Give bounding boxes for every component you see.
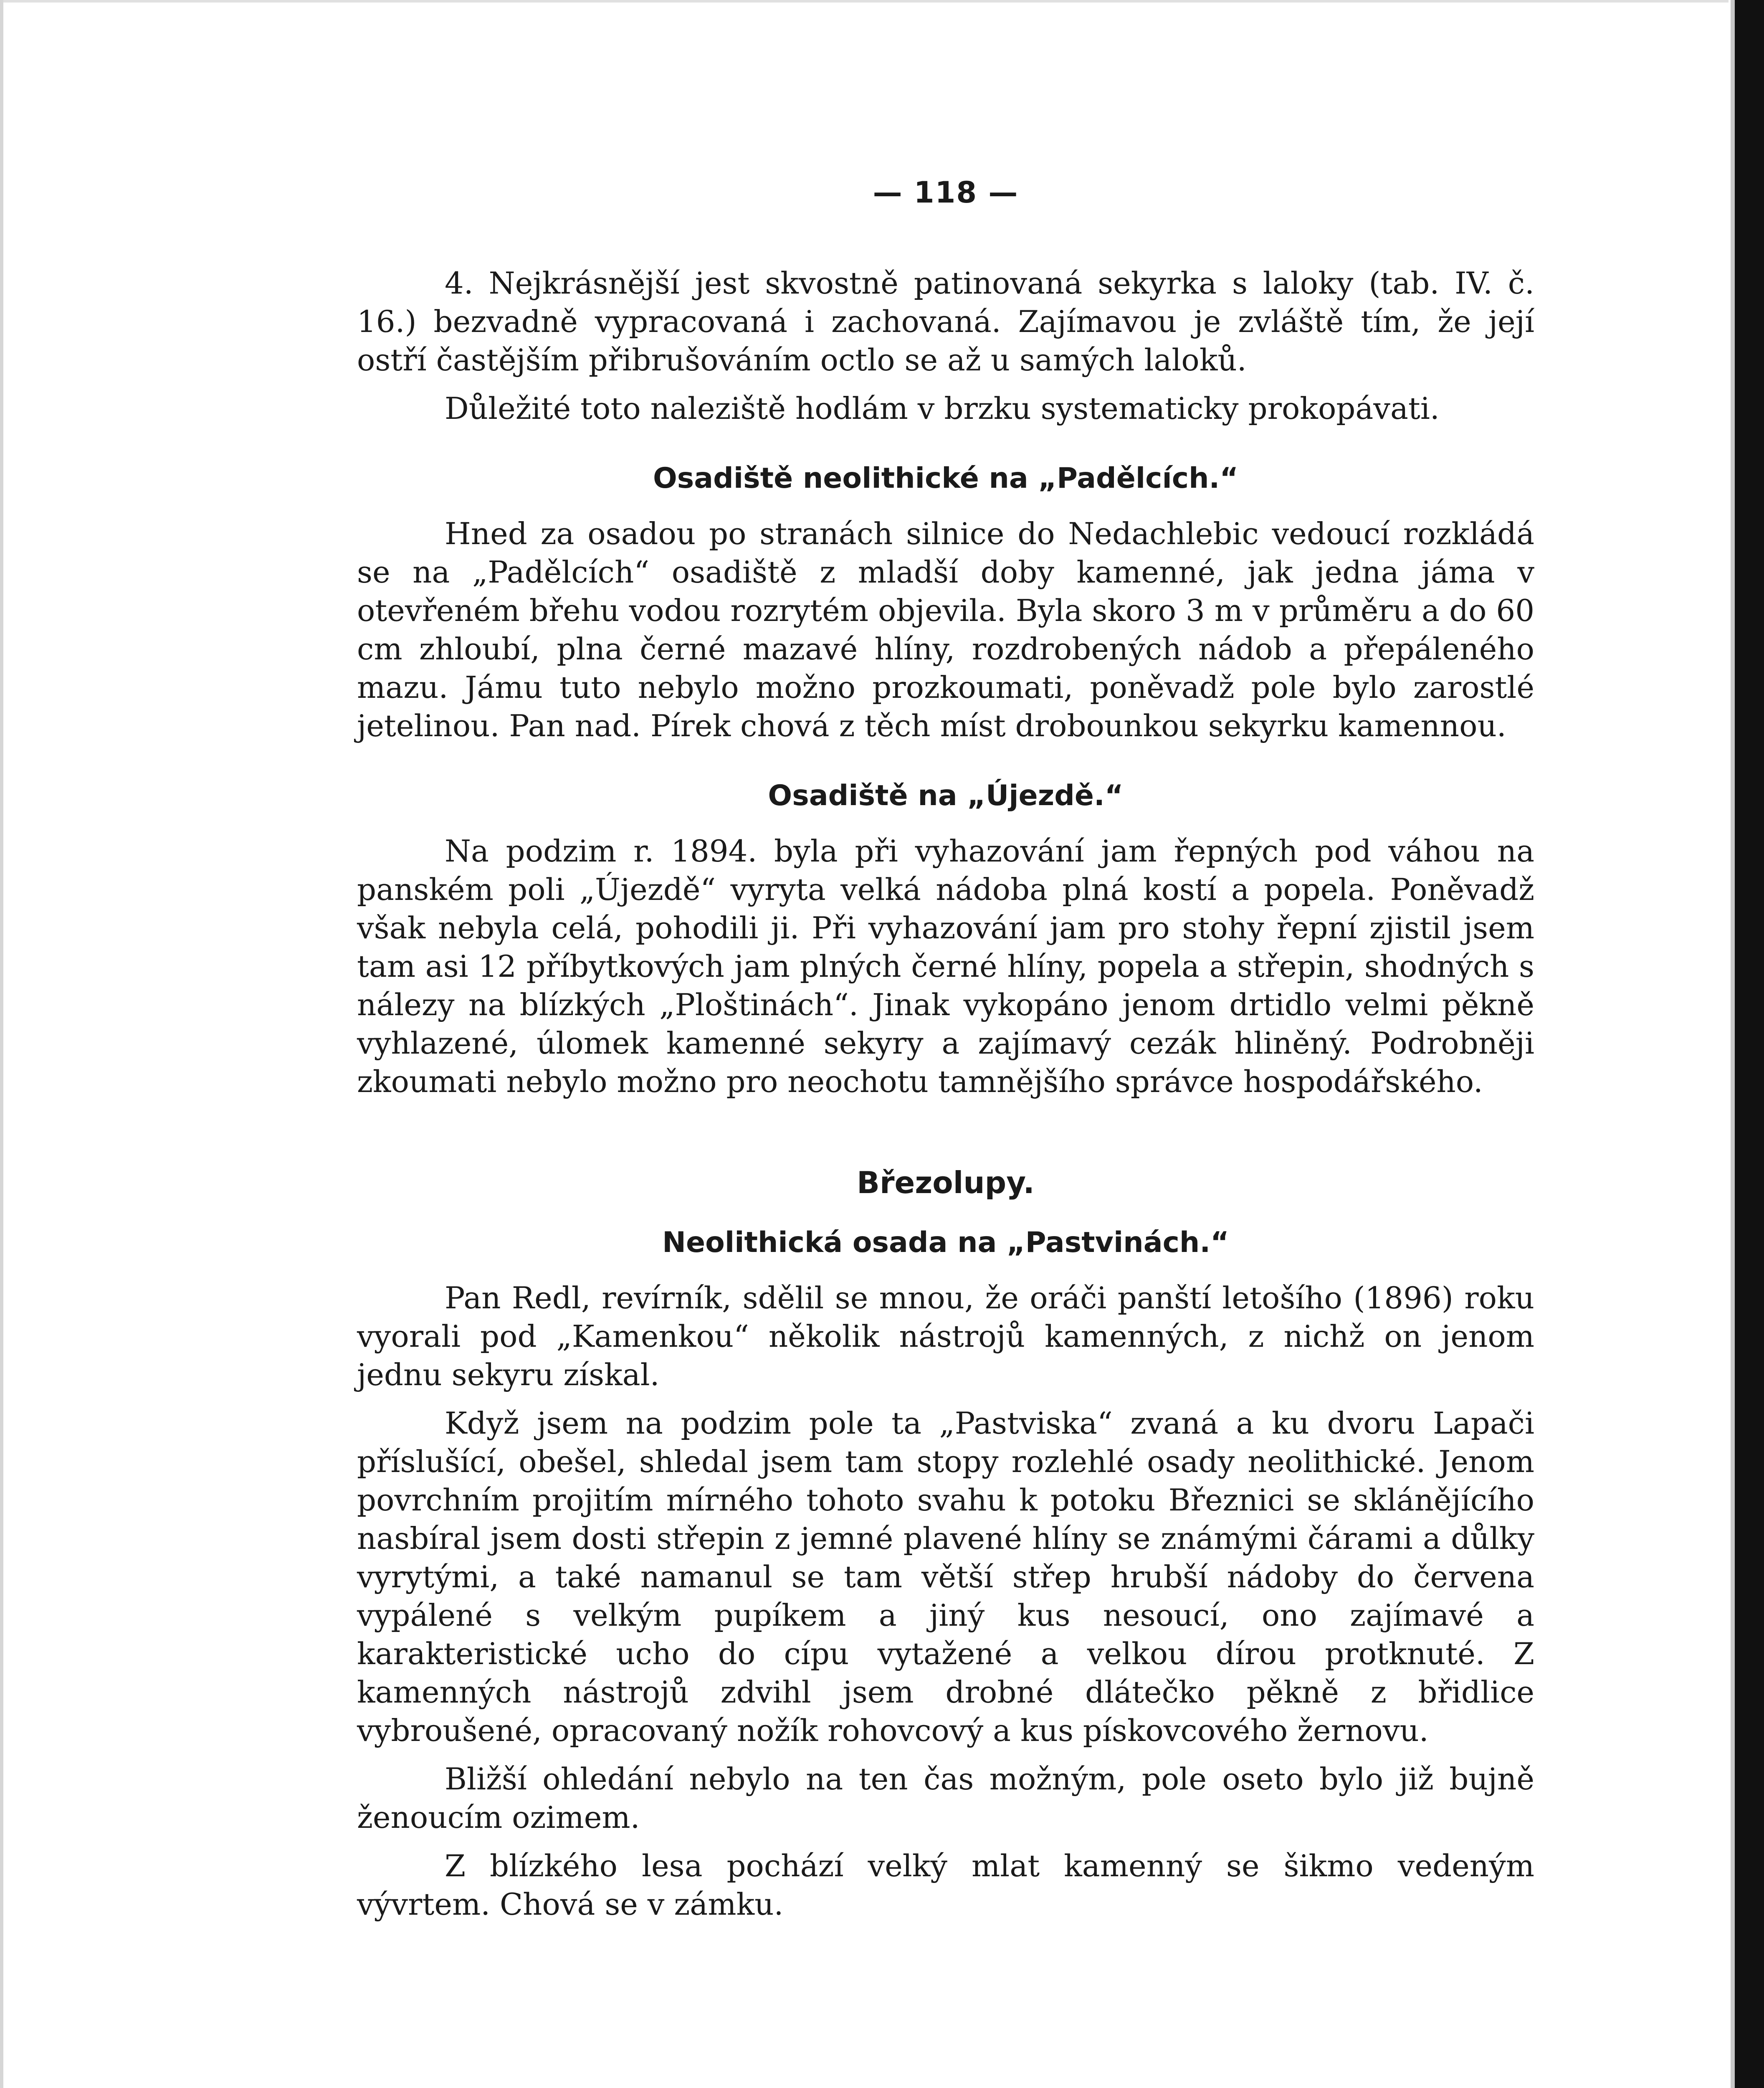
paragraph-ujezd: Na podzim r. 1894. byla při vyhazování jam řepných pod váhou na panském poli „Újezdě“ vyryta velká nádoba plná kostí a popela. Poněvadž však nebyla celá, pohodili ji. Při vyhazování jam pro stohy řepní zjistil jsem tam asi 12 příbytkových jam plných černé hlíny, popela a střepin, shodných s nálezy na blízkých „Ploštinách“. Jinak vykopáno jenom drtidlo velmi pěkně vyhlazené, úlomek kamenné sekyry a zajímavý cezák hliněný. Podrobněji zkoumati nebylo možno pro neochotu tamnějšího správce hospodářského. (357, 834, 1534, 1099)
paragraph-padelci: Hned za osadou po stranách silnice do Nedachlebic vedoucí rozkládá se na „Padělcích“ osadiště z mladší doby kamenné, jak jedna jáma v otevřeném břehu vodou rozrytém objevila. Byla skoro 3 m v průměru a do 60 cm zhloubí, plna černé mazavé hlíny, rozdrobených nádob a přepáleného mazu. Jámu tuto nebylo možno prozkoumati, poněvadž pole bylo zarostlé jetelinou. Pan nad. Pírek chová z těch míst drobounkou sekyrku kamennou. (357, 516, 1534, 743)
paragraph-ohledani: Bližší ohledání nebylo na ten čas možným, pole oseto bylo již bujně ženoucím ozimem. (357, 1761, 1534, 1835)
paragraph-sekyrka: 4. Nejkrásnější jest skvostně patinovaná sekyrka s laloky (tab. IV. č. 16.) bezvadně vypracovaná i zachovaná. Zajímavou je zvláště tím, že její ostří častějším přibrušováním octlo se až u samých laloků. (357, 266, 1534, 378)
heading-pastviny: Neolithická osada na „Pastvinách.“ (662, 1226, 1229, 1259)
scan-edge-top (0, 0, 1729, 3)
page-content (357, 175, 1534, 1933)
paragraph-redl: Pan Redl, revírník, sdělil se mnou, že oráči panští letošího (1896) roku vyorali pod „Kamenkou“ několik nástrojů kamenných, z nichž on jenom jednu sekyru získal. (357, 1280, 1534, 1392)
scan-edge-right (1735, 0, 1764, 2088)
heading-ujezd: Osadiště na „Újezdě.“ (768, 779, 1124, 812)
paragraph-pastviska: Když jsem na podzim pole ta „Pastviska“ zvaná a ku dvoru Lapači příslušící, obešel, shledal jsem tam stopy rozlehlé osady neolithické. Jenom povrchním projitím mírného tohoto svahu k potoku Březnici se sklánějícího nasbíral jsem dosti střepin z jemné plavené hlíny se známými čárami a důlky vyrytými, a také namanul se tam větší střep hrubší nádoby do červena vypálené s velkým pupíkem a jiný kus nesoucí, ono zajímavé a karakteristické ucho do cípu vytažené a velkou dírou protknuté. Z kamenných nástrojů zdvihl jsem drobné dlátečko pěkně z břidlice vybroušené, opracovaný nožík rohovcový a kus pískovcového žernovu. (357, 1406, 1534, 1748)
heading-brezolupy: Březolupy. (857, 1165, 1035, 1200)
paragraph-mlat: Z blízkého lesa pochází velký mlat kamenný se šikmo vedeným vývrtem. Chová se v zámku. (357, 1848, 1534, 1922)
scan-edge-right-inner (1731, 0, 1735, 2088)
page-number: — 118 — (873, 175, 1019, 210)
heading-padelci: Osadiště neolithické na „Padělcích.“ (653, 462, 1239, 495)
paragraph-naleziste: Důležité toto naleziště hodlám v brzku systematicky prokopávati. (445, 391, 1440, 426)
scan-edge-left (0, 0, 3, 2088)
